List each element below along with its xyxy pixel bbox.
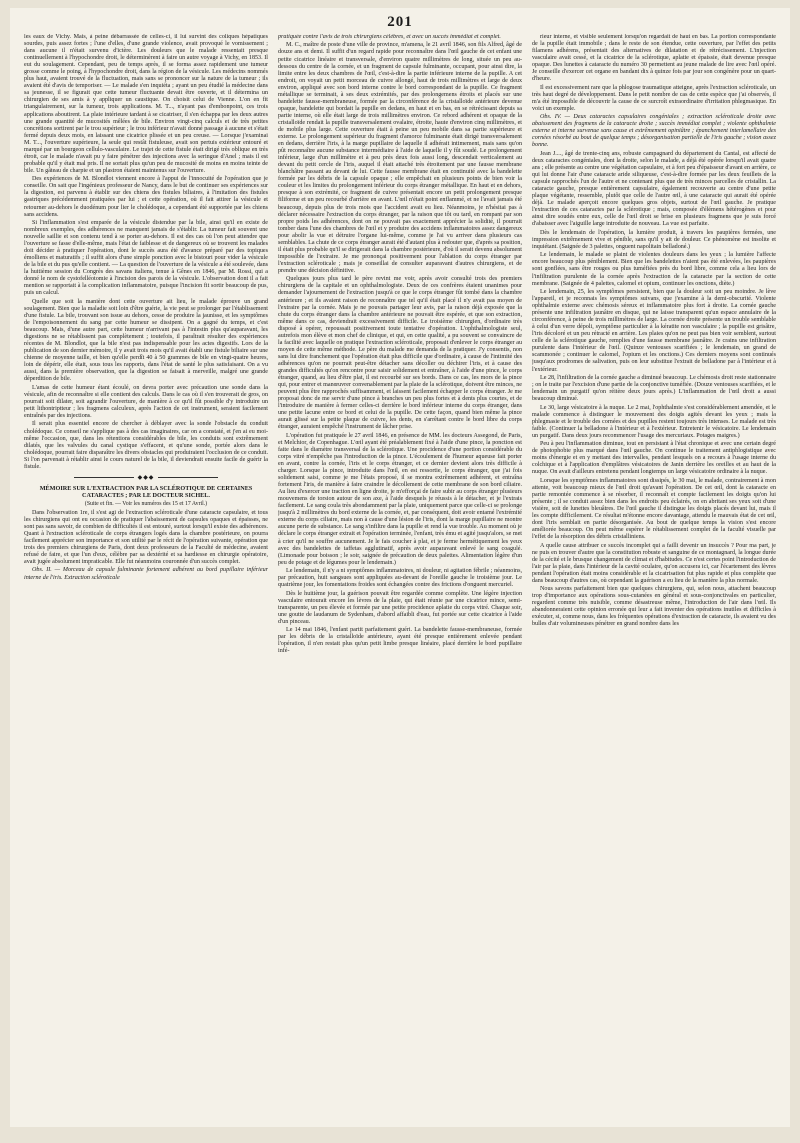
paragraph: L'amas de cette humeur étant écoulé, on devra porter avec précaution une sonde dans la vésicule, afin de reconnaître si elle contient des calculs. Dans le cas où il s'en trouverait de gros, on pourrait soit dilater, soit agrandir l'ouverture, de manière à ce qu'il fût possible d'y introduire un petit lithontriptteur ; les fragmens calculeux, après l'action de cet instrument, seraient facilement entraînés par des injections. bbox=[24, 384, 268, 420]
paragraph: pratiquée contre l'avis de trois chirurgiens célèbres, et avec un succès immédiat et complet. bbox=[278, 34, 501, 40]
paragraph: Le lendemain, 25, les symptômes persistent, bien que la douleur soit un peu moindre. Je lève l'appareil, et je reconnais les symptômes suivans, que j'examine à la demi-obscurité. Violente ophthalmie externe avec chémosis séreux et inflammatoire plus fort à droite. La cornée gauche présente une infiltration jaunâtre en disque, qui ne laisse transparent qu'un espace annulaire de la circonférence, à peine de trois millimètres de large. La cornée droite présente un trouble semblable à celui d'un verre dépoli, symptôme particulier à la kératite non vasculaire ; la pupille est grisâtre, l'iris décoloré et un peu rétracté en arrière. Les plaies qu'on ne peut pas bien voir semblent, surtout celle de la sclérotique gauche, remplies d'une fausse membrane jaunâtre. Je crains une infiltration purulente dans l'intérieur de l'œil. (Quinze ventouses scarifiées ; le lendemain, un grand de scammonée ; continuer le calomel, l'opium et les onctions.) Ces derniers moyens sont continués jusqu'aux prodromes de salivation, puis on leur substitue l'extrait de belladone par à l'intérieur et à l'extérieur. bbox=[532, 288, 776, 373]
column-3 bbox=[532, 34, 776, 1117]
paragraph: Le lendemain, il n'y a ni symptômes inflammatoires, ni douleur, ni agitation fébrile ; néanmoins, par précaution, huit sangsues sont appliquées au-devant de l'oreille gauche le troisième jour. Le quatrième jour, les fomentations froides sont échangées contre des frictions d'onguent mercuriel. bbox=[278, 568, 522, 589]
paragraph: Si l'inflammation s'est emparée de la vésicule distendue par la bile, ainsi qu'il en existe de nombreux exemples, des adhérences ne manquent jamais de s'établir. La tumeur fait souvent une nouvelle saillie et son contenu tend à se porter au-dehors. Il est des cas où l'on peut attendre que l'ouverture se fasse d'elle-même, mais l'état de faiblesse et de dangereux où se trouvent les malades doit décider à pratiquer l'opération, dont le succès aura été d'avance préparé par des topiques émolliens et maturatifs ; il suffit alors d'une simple ponction avec le bistouri pour vider la vésicule de la bile et du pus qu'elle contient. — La question de l'ouverture de la vésicule a été soulevée, dans la huitième session du Congrès des savans italiens, tenue à Gênes en 1846, par M. Rossi, qui a donné le nom de cystofelléotomie à l'incision des parois de la vésicule. L'observation dont il a fait mention se rapportait à la complication inflammatoire, puisque l'incision fit sortir beaucoup de pus, puis un calcul. bbox=[24, 220, 268, 297]
column-2 bbox=[278, 34, 522, 1117]
paragraph: Jean J...., âgé de trente-cinq ans, robuste campagnard du département du Cantal, est affecté de deux cataractes congéniales, dont la droite, selon le malade, a déjà été opérée lorsqu'il avait quatre ans ; elle présente au centre une végétation capsulaire, et à fort peu d'épaisseur d'avant en arrière, ce qui lui donne l'air d'une cataracte aride siliqueuse, c'est-à-dire formée par les deux feuillets de la capsule rapprochés l'un de l'autre et ne contenant plus que de très minces parcelles de cristallin. La cataracte gauche, presque entièrement capsulaire, également recouverte au centre d'une petite plaque végétante, ressemble, plutôt que celle de l'autre œil, à une cataracte qui aurait été opérée déjà. Le malade aperçoit encore quelques gros objets, surtout de l'œil gauche. Je pratique l'extraction de ces cataractes par la sclérotique ; mais, composée d'élémens hétérogènes et pour ainsi dire soudés entre eux, celle de l'œil droit se brise en plusieurs fragmens que je suis forcé d'abaisser avec l'aiguille large introduite de nouveau. La vue est parfaite. bbox=[532, 150, 776, 228]
newspaper-page bbox=[10, 8, 790, 1127]
paragraph: Le 28, l'infiltration de la cornée gauche a diminué beaucoup. Le chémosis droit reste stationnaire ; on le traite par l'excision d'une partie de la conjonctive tuméfiée. (Douze ventouses scarifiées, et le lendemain un purgatif qu'on réitère deux jours après.) L'inflammation de l'œil droit a aussi beaucoup diminué. bbox=[532, 374, 776, 403]
paragraph: Obs. IV. — Deux cataractes capsulaires congéniales ; extraction scléroticale droite avec abaissement des fragmens de la cataracte droite ; succès immédiat complet ; violente ophthalmie externe et interne survenue sans cause et extrêmement opiniâtre ; épanchement interlamellaire des cornées résorbé au bout de quelque temps ; désorganisation partielle de l'iris gauche ; vision assez bonne. bbox=[532, 114, 776, 149]
paragraph: Le 30, large vésicatoire à la nuque. Le 2 mai, l'ophthalmie s'est considérablement amendée, et le malade commence à distinguer le mouvement des doigts agités devant les yeux ; mais la phlegmasie et le trouble des cornées et des pupilles restent toujours très intenses. Le malade est très faible. (Continuer la belladone à l'intérieur et à l'extérieur. Entretenir le vésicatoire. Le lendemain un purgatif. Dans deux jours recommencer l'usage des mercuriaux. Potages maigres.) bbox=[532, 404, 776, 439]
column-2-body bbox=[278, 34, 522, 655]
paragraph: Il est excessivement rare que la phlogose traumatique atteigne, après l'extraction scléroticale, un très haut degré de développement. Dans le petit nombre de cas de cette espèce que j'ai observés, il m'a été impossible de découvrir la cause de ce surcroît extraordinaire d'irritation phlegmasique. En voici un exemple. bbox=[532, 84, 776, 112]
paragraph: Dès le lendemain de l'opération, la lumière produit, à travers les paupières fermées, une impression extrêmement vive et pénible, sans qu'il y ait de douleur. Ce phénomène est insolite et inquiétant. (Saignée de 3 palettes, onguent napolitain belladoné.) bbox=[532, 229, 776, 250]
paragraph: Le lendemain, le malade se plaint de violentes douleurs dans les yeux ; la lumière l'affecte encore beaucoup plus péniblement. Bien que les bandelettes n'aient pas été enlevées, les paupières sont gonflées, sans être rouges ou plus tuméfiées près du bord libre, comme cela a lieu lors de l'infiltration purulente de la cornée après l'extraction de la cataracte par la section de cette membrane. (Saignée de 4 palettes, calomel et opium, continuer les onctions, diète.) bbox=[532, 252, 776, 287]
paragraph: Dans l'observation 1re, il s'est agi de l'extraction scléroticale d'une cataracte capsulaire, et tous les chirurgiens qui ont eu occasion de pratiquer l'abaissement de capsules opaques et épaisses, ne sont pas sans savoir, de combien de difficultés il est entouré, surtout lorsqu'il existe des adhérences. Quant à l'extraction scléroticale de corps étrangers logés dans la chambre postérieure, on pourra facilement apprécier son importance et son utilité par le récit de l'opération suivante, opération que trois des premiers chirurgiens de Paris, dont deux professeurs de la Faculté de médecine, avaient refusé de faire, et que l'un d'eux, célèbre par sa dextérité et sa hardiesse en chirurgie opératoire, avait jugée absolument impraticable. Elle fut néanmoins couronnée d'un succès complet. bbox=[24, 509, 268, 566]
section-separator: ◆◆◆ bbox=[24, 475, 268, 482]
paragraph: Lorsque les symptômes inflammatoires sont dissipés, le 30 mai, le malade, contrairement à mon attente, voit beaucoup mieux de l'œil droit qu'avant l'opération. De cet œil, dont la cataracte en partie remontée commence à se résorber, il reconnaît et compte facilement les doigts qu'on lui présente ; il se conduit assez bien dans les endroits peu éclairés, on en abritant ses yeux soit d'une visière, soit de lunettes bleuâtres. De l'œil gauche il distingue les doigts placés devant lui, mais il les compte difficilement. Ce résultat m'étonne encore davantage, attendu le mauvais état de cet œil, dont l'iris semblait en partie désorganisée. Au bout de quelque temps la vision s'est encore améliorée beaucoup. On peut même espérer le rétablissement complet de la faculté visuelle par l'effet de la résorption des débris cristalliniens. bbox=[532, 477, 776, 541]
paragraph: Le 14 mai 1846, l'enfant partit parfaitement guéri. La bandelette fausse-membraneuse, formée par les débris de la cristalloïde antérieure, ayant été presque entièrement enlevée pendant l'opération, il n'en restait plus qu'un petit limbe presque linéaire, placé derrière le bord pupillaire infé- bbox=[278, 627, 522, 655]
column-3-body bbox=[532, 34, 776, 629]
article-body bbox=[24, 510, 268, 582]
paragraph: rieur interne, et visible seulement lorsqu'on regardait de haut en bas. La portion correspondante de la pupille était immobile ; dans le reste de son étendue, cette ouverture, par l'effet des petits filamens adhérens, présentait des alternatives de dilatation et de rétrécissement. L'injection vasculaire avait cessé, et la cicatrice de la sclérotique, aplatie et épaissie, était devenue presque opaque. Des lunettes à cataracte du numéro 30 permettent au jeune malade de lire avec l'œil opéré. Je conseille d'exercer cet organe en bandant dix à quinze fois par jour son congénère pour un quart-d'heure. bbox=[532, 34, 776, 83]
column-1 bbox=[24, 34, 268, 1117]
page-number: 201 bbox=[387, 14, 413, 30]
paragraph: M. C., maître de poste d'une ville de province, m'amena, le 21 avril 1846, son fils Alfred, âgé de douze ans et demi. Il suffit d'un regard rapide pour reconnaître dans l'œil gauche de cet enfant une petite cicatrice linéaire et transversale, d'environ quatre millimètres de long, située un peu au-dessous du centre de la cornée, et un fragment de capsule fulminante, occupant, pour ainsi dire, la limite entre les deux chambres de l'œil, c'est-à-dire la partie inférieure interne de la pupille. A cet endroit, on voyait un petit morceau de cuivre allongé, haut de trois millimètres et large de deux environ, appliqué avec son bord interne contre le bord correspondant de la pupille. Ce fragment métallique se terminait, à ses deux extrémités, par des prolongemens étroits et placés sur une bandelette fausse-membraneuse, formée par la circonférence de la cristalloïde antérieure devenue opaque, bandelette qui bordait la pupille en dedans, en haut et en bas, en se rétrécissant depuis sa partie interne, où elle était large de trois millimètres environ. Ce rebord adhérent et opaque de la cristalloïde rendait la pupille transversalement ovalaire, étroite, haute d'environ cinq millimètres, et de mobile plus large. Cette ouverture était à peine un peu mobile dans sa partie supérieure et externe. Le prolongement supérieur du fragment d'amorce fulminante était dirigé transversalement en dedans, derrière l'iris, à la marge pupillaire de laquelle il adhérait intimement, mais sans qu'on pût reconnaître aucune substance intermédiaire à l'aide de laquelle il y fût soudé. Le prolongement inférieur, large d'un millimètre et à peu près deux fois aussi long, descendait verticalement au devant du petit cercle de l'iris, auquel il était attaché très étroitement par une fausse membrane blanchâtre passant au devant de lui. Cette fausse membrane était en continuité avec la bandelette formée par les débris de la capsule opaque ; elle empêchait en plusieurs points de bien voir la couleur et les limites du prolongement inférieur du corps étranger métallique. En haut et en dehors, presque à son extrémité, ce fragment de cuivre présentait encore un petit prolongement presque filiforme et un peu recourbé d'arrière en avant. L'œil n'était point enflammé, et ne l'avait jamais été beaucoup, depuis plus de trois mois que l'accident avait eu lieu. Néanmoins, je n'hésitai pas à déclarer nécessaire l'extraction du corps étranger, par la raison que tôt ou tard, en rompant par son propre poids les adhérences, dont on ne pouvait pas exactement apprécier la solidité, il pourrait tomber dans l'une des chambres de l'œil et y produire des accidens inflammatoires assez dangereux pour abolir la vue et détruire l'organe lui-même, comme je l'ai vu arriver dans plusieurs cas semblables. La chute de ce corps étranger aurait été d'autant plus à redouter que, d'après sa position, il était plus probable qu'il se dirigerait dans la chambre postérieure, d'où il serait devenu absolument impossible de l'extraire. Je me prononçai positivement pour l'ablation du corps étranger par l'extraction scléroticale ; mais je conseillai de consulter auparavant d'autres chirurgiens, et de prendre une décision définitive. bbox=[278, 42, 522, 274]
paragraph: A quelle cause attribuer ce succès incomplet qui a failli devenir un insuccès ? Pour ma part, je ne puis en trouver d'autre que la constitution robuste et sanguine de ce montagnard, la longue durée de la cécité et le brusque changement de climat et d'habitudes. Ce n'est certes point l'introduction de l'air par la plaie, dans l'intérieur de la cavité oculaire, qu'on accusera ici, car l'écartement des lèvres pendant l'opération était moins considérable et la cicatrisation fut plus rapide et plus complète que dans beaucoup d'autres cas, où cependant la guérison a eu lieu de la manière la plus normale. bbox=[532, 542, 776, 584]
paragraph: Quelle que soit la manière dont cette ouverture ait lieu, le malade éprouve un grand soulagement. Bien que la maladie soit loin d'être guérie, la vie peut se prolonger par l'établissement d'une fistule. La bile, trouvant son issue au dehors, cesse de produire la jaunisse, et les symptômes de l'empoisonnement du sang par cette humeur se dissipent. On a gagné du temps, et c'est beaucoup. Mais, d'une autre part, cette humeur n'arrivant pas à l'intestin plus qu'auparavant, les digestions ne se rétablissent pas complètement ; toutefois, il paraîtrait résulter des expériences récentes de M. Blondlot, que la bile n'est pas indispensable pour les actes digestifs. Lors de la publication de son dernier mémoire, il y avait trois mois qu'il avait établi une fistule biliaire sur une chienne de moyenne taille, et bien qu'elle perdît 40 à 50 grammes de bile en vingt-quatre heures, loin de dépérir, elle était, sous tous les rapports, dans l'état de santé le plus satisfaisant. On a vu aussi, dans la première observation, que la digestion se faisait à merveille, malgré une grande déperdition de bile. bbox=[24, 298, 268, 383]
paragraph: Obs. II. — Morceau de capsule fulminante fortement adhérent au bord pupillaire inférieur interne de l'iris. Extraction scléroticale bbox=[24, 567, 268, 581]
article-heading: MÉMOIRE SUR L'EXTRACTION PAR LA SCLÉROTIQUE DE CERTAINES CATARACTES ; PAR LE DOCTEUR SICHEL. bbox=[39, 484, 253, 500]
paragraph: Il serait plus essentiel encore de chercher à déblayer avec la sonde l'obstacle du conduit cholédoque. Ce conseil ne s'applique pas à des cas imaginaires, car on a constaté, et j'en ai eu moi-même l'occasion, que, dans les rétentions considérables de bile, les conduits sont extrêmement dilatés, que les valvules du canal cystique s'effacent, et qu'une sonde, portée alors dans le cholédoque, pourrait faire disparaître les divers obstacles qui produiraient l'occlusion de ce conduit. Si l'on parvenait à rétablir ainsi le cours naturel de la bile, il deviendrait ensuite facile de guérir la fistule. bbox=[24, 421, 268, 470]
text-columns bbox=[24, 34, 776, 1117]
paragraph: les eaux de Vichy. Mais, à peine débarrassée de celles-ci, il lui survint des coliques hépatiques sourdes, puis assez fortes ; l'une d'elles, d'une grande violence, avait provoqué le vomissement ; dans aucune il n'était survenu d'ictère. Les douleurs que le malade ressentait presque continuellement à l'hypochondre droit, le déterminèrent à faire un autre voyage à Vichy, en 1853. Il eut du soulagement. Cependant, peu de temps après, il se forma assez rapidement une tumeur grosse comme le poing, à l'hypochondre droit, dans la région de la vésicule. Les médecins nommés plus haut, avaient trouvé de la fluctuation, mais sans se prononcer sur la nature de la tumeur ; ils avaient été d'avis de temporiser. — Le malade s'en inquiéta ; ayant un peu étudié la médecine dans sa jeunesse, il se figurait que cette tumeur fluctuante devait être ouverte, et il détermina un chirurgien de ses amis à y appliquer un caustique. On choisit celui de Vienne. L'on en fit triangulairement, sur la tumeur, trois applications. M. T..., n'ayant pas d'embonpoint, ces trois applications aboutirent. La plaie intérieure tardant à se cicatriser, il s'en échappa par les deux autres une grande quantité de mucosités mêlées de bile. Environ vingt-cinq calculs et de très petites concrétions sortirent par le trou supérieur ; le trou inférieur n'avait donné passage à aucune et s'était fermé depuis deux mois, en laissant une cicatrice plissée et un peu creuse. — Lorsque j'examinai M. T..., l'ouverture supérieure, la seule qui restât fistuleuse, avait son pertuis extérieur entouré et marqué par un bourgeon cellulo-vasculaire. Le trajet de cette fistule était dirigé très oblique en très étroit, car le malade n'avait pu y faire pénétrer des injections avec la seringue d'Anel ; mais il est probable qu'il y était mal pris. Il ne sortait plus qu'un peu de mucosité de moins en moins teinte de bile. Un gâteau de charpie et un plastron étaient maintenus sur l'ouverture. bbox=[24, 34, 268, 174]
paragraph: Peu à peu l'inflammation diminue, tout en persistant à l'état chronique et avec une certain degré de photophobie plus marqué dans l'œil gauche. On continue le traitement antiphlogistique avec moins d'énergie et en y mettant des intervalles, pendant lesquels on a recours à l'usage interne du colchique et à l'application d'emplâtres vésicatoires de Janin derrière les oreilles et au haut de la nuque. On avait d'ailleurs entretenu pendant longtemps un large vésicatoire ordinaire à la nuque. bbox=[532, 441, 776, 476]
paragraph: Dès le huitième jour, la guérison pouvait être regardée comme complète. Une légère injection vasculaire entourait encore les lèvres de la plaie, qui était réunie par une cicatrice mince, semi-transparente, un peu élevée et formée par une petite procidence aplatie du corps vitré. Chaque soir, une goutte de laudanum de Sydenham, d'abord affaibli d'eau, fut portée sur cette cicatrice à l'aide d'un pinceau. bbox=[278, 590, 522, 625]
paragraph: L'opération fut pratiquée le 27 avril 1846, en présence de MM. les docteurs Assegond, de Paris, et Melchior, de Copenhague. L'œil ayant été préalablement fixé à l'aide d'une pince, la ponction est faite dans le diamètre transversal de la sclérotique. Une procidence d'une portion considérable du corps vitré n'empêche pas l'introduction de la pince. L'écoulement de l'humeur aqueuse fait porter en avant, contre la cornée, l'iris et le corps étranger, et ce dernier devient alors très difficile à charger. Lorsque la pince, introduite dans l'œil, en est ressortie, le corps étranger, que j'ai fois solidement saisi, comme je me l'étais proposé, il se montra extrêmement adhérent, et entraîna fortement l'iris, de manière à faire craindre le décollement de cette membrane de son bord ciliaire. Au lieu d'exercer une traction en ligne droite, je m'efforçai de faire subir au corps étranger plusieurs mouvemens de torsion autour de son axe, à l'aide desquels je réussis à le détacher, et je l'extrais facilement. Le sang coula très abondamment par la plaie, uniquement parce que celle-ci se prolonge jusqu'à 2 millimètres du bord externe de la cornée, et, par conséquent, doit avoir entamé l'extrémité externe du corps ciliaire, mais non à cause d'une lésion de l'iris, dont la marge pupillaire ne montre aucune perte de substance. Le sang s'infiltre dans la pupille et rend la vue trouble. Au moment où je déclare le corps étranger extrait et l'opération terminée, l'enfant, très ému et agité jusqu'alors, se met à crier qu'il ne souffre aucunement. Je le fais coucher à plat, et je ferme hermétiquement les yeux avec des bandelettes de taffetas agglutinatif, après avoir auparavant enlevé le sang coagulé. (Limonade pour boisson ; le soir, saignée de précaution de deux palettes. Alimentation légère d'un peu de potage et de légumes pour le lendemain.) bbox=[278, 432, 522, 566]
column-1-body bbox=[24, 34, 268, 471]
paragraph: Des expériences de M. Blondlot viennent encore à l'appui de l'innocuité de l'opération que je conseille. On sait que l'ingénieux professeur de Nancy, dans le but de continuer ses expériences sur la digestion, est parvenu à établir sur des chiens des fistules biliaires, à l'imitation des fistules gastriques précédemment pratiquées par lui ; et cette opération, où il fait attirer la vésicule et retourner au-dehors le duodénum pour lier le cholédoque, a cependant été supportée par les chiens sans accidens. bbox=[24, 176, 268, 218]
paragraph: Quelques jours plus tard le père revint me voir, après avoir consulté trois des premiers chirurgiens de la capitale et un ophthalmologiste. Deux de ces confrères étaient unanimes pour demander l'ajournement de l'extraction jusqu'à ce que le corps étranger fût tombé dans la chambre antérieure ; et ils avaient raison de reconnaître que tel qu'il était placé il n'y avait pas moyen de l'extraire par la cornée. Mais je ne pouvais partager leur avis, par la raison déjà exposée que la chute du corps étranger dans la chambre antérieure ne pouvait être espérée, et que son extraction, même dans ce cas, deviendrait excessivement difficile. Le troisième chirurgien, d'ordinaire très disposé à opérer, repoussait positivement toute tentative d'opération. L'ophthalmologiste seul, autrefois mon élève et mon chef de clinique, et qui, en cette qualité, a pu souvent se convaincre de la facilité avec laquelle on pratique l'extraction scléroticale, proposait d'enlever le corps étranger au moyen de cette même méthode. Le père du malade me demanda de la pratiquer. J'y consentis, non sans lui dire franchement que l'opération était plus difficile que d'ordinaire, à cause de l'intimité des adhérences qu'on ne pourrait peut-être détacher sans décoller ou déchirer l'iris, et à cause des grandes difficultés qu'on rencontre pour saisir solidement et entraîner, à l'aide d'une pince, le corps étranger, quand, au lieu d'être plat, il est recourbé sur ses bords. Dans ce cas, les mors de la pince qui, pour entrer et manœuvrer convenablement par la plaie de la sclérotique, doivent être minces, ne peuvent plus être rapprochés suffisamment, et laissent facilement échapper le corps étranger. Je me proposai donc de me servir d'une pince à branches un peu plus fortes et à dents plus courtes, et de l'introduire de manière à fermer celles-ci derrière le bord inférieur interne du corps étranger, dans une petite lacune entre ce bord et celui de la pupille. De cette façon, quand bien même la pince aurait glissé sur la petite plaque de cuivre, les dents, en s'arrêtant contre le bord libre du corps étranger, auraient empêché l'instrument de lâcher prise. bbox=[278, 276, 522, 431]
article-subheading: (Suite et fin. — Voir les numéros des 15 et 17 Avril.) bbox=[84, 500, 208, 507]
paragraph: Nous savons parfaitement bien que quelques chirurgiens, qui, selon nous, attachent beaucoup trop d'importance aux opérations sous-cutanées en général et sous-conjonctivales en particulier, regardent comme très nuisible, comme désastreuse même, l'introduction de l'air dans l'œil. Ils abandonneraient cette opinion erronée qui leur a fait inventer des opérations inutiles et difficiles à exécuter, si, comme nous, dans les fréquentes opérations d'extraction de cataracte, ils avaient vu des bulles d'air volumineuses pénétrer en grand nombre dans les bbox=[532, 586, 776, 628]
